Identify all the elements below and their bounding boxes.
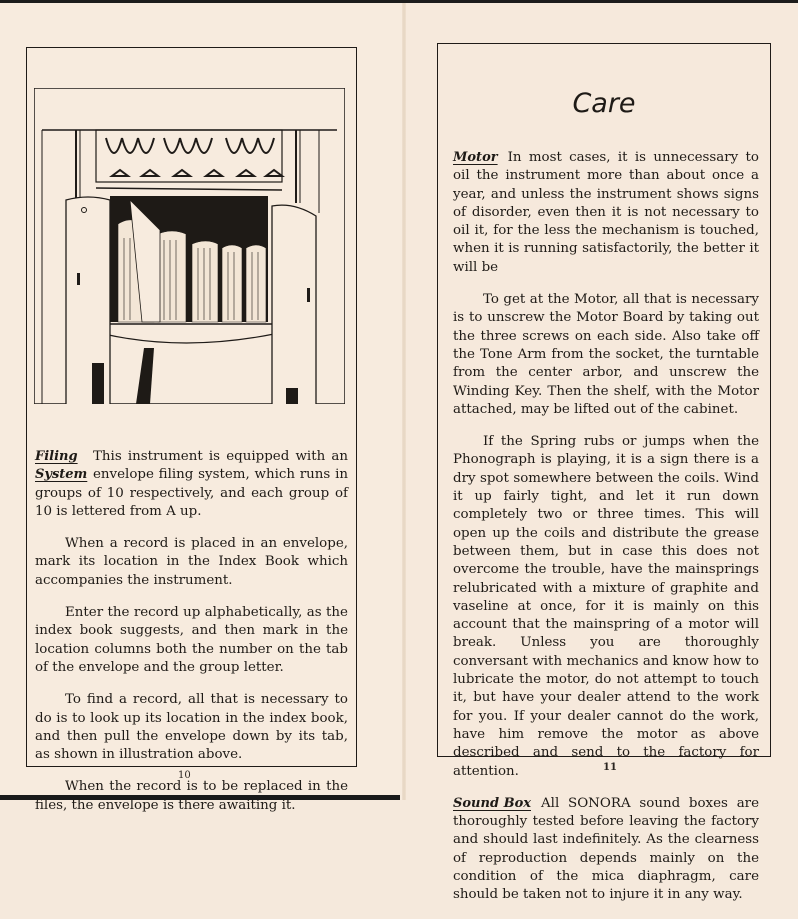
sound-box-heading: Sound Box xyxy=(453,795,531,811)
filing-system-lead: This instrument is equipped with an envelope filing system, which runs in groups of 10 respectively, and each group of 10 is lettered from A up. xyxy=(35,449,348,519)
right-page-text xyxy=(453,149,759,919)
filing-system-section xyxy=(35,448,348,521)
cabinet-illustration xyxy=(34,88,345,404)
left-page-text xyxy=(35,448,348,829)
motor-lead: In most cases, it is unnecessary to oil the instrument more than about once a year, and unless the instrument shows signs of disorder, even then it is not necessary to oil it, for the less the mechanism is touched, when it is running satisfactorily, the better it will be xyxy=(453,150,759,275)
right-door xyxy=(272,205,316,404)
paragraph: Enter the record up alphabetically, as the index book suggests, and then mark in the location columns both the number on the tab of the envelope and the group letter. xyxy=(35,605,348,675)
page-number-left: 10 xyxy=(178,770,191,781)
filing-system-heading: Filing System xyxy=(35,449,88,482)
paragraph: To find a record, all that is necessary to do is to look up its location in the index book, and then pull the envelope down by its tab, as shown in illustration above. xyxy=(35,692,348,763)
left-page-border xyxy=(26,47,357,813)
sound-box-lead: All SONORA sound boxes are thoroughly tested before leaving the factory and should last indefinitely. As the clearness of reproduction depends mainly on the condition of the mica diaphragm, care should be taken not to injure it in any way. xyxy=(453,795,759,903)
paragraph: If the Spring rubs or jumps when the Phonograph is playing, it is a sign there is a dry spot somewhere between the coils. Wind it up fairly tight, and let it run down completely two or three times. This will open up the coils and distribute the grease between them, but in case this does not overcome the trouble, have the mainsprings relubricated with a mixture of graphite and vaseline at once, for it is mainly on this account that the mainspring of a motor will break. Unless you are thoroughly conversant with mechanics and know how to lubricate the motor, do not attempt to touch it, but have your dealer attend to the work for you. If your dealer cannot do the work, have him remove the motor as above described and send to the factory for attention. xyxy=(453,434,759,779)
book-gutter xyxy=(402,0,406,800)
paragraph: To get at the Motor, all that is necessary is to unscrew the Motor Board by taking out the three screws on each side. Also take off the Tone Arm from the socket, the turntable from the center arbor, and unscrew the Winding Key. Then the shelf, with the Motor attached, may be lifted out of the cabinet. xyxy=(453,292,759,417)
motor-heading: Motor xyxy=(453,150,498,165)
motor-section xyxy=(453,149,759,277)
paragraph: When a record is placed in an envelope, mark its location in the Index Book which accompanies the instrument. xyxy=(35,536,348,588)
paragraph: When the record is to be replaced in the files, the envelope is there awaiting it. xyxy=(35,779,348,813)
sound-box-section xyxy=(453,795,759,905)
fretwork-panel xyxy=(96,130,282,190)
scan-edge-top xyxy=(0,0,798,3)
page-number-right: 11 xyxy=(603,762,617,773)
page-title: Care xyxy=(572,88,636,119)
